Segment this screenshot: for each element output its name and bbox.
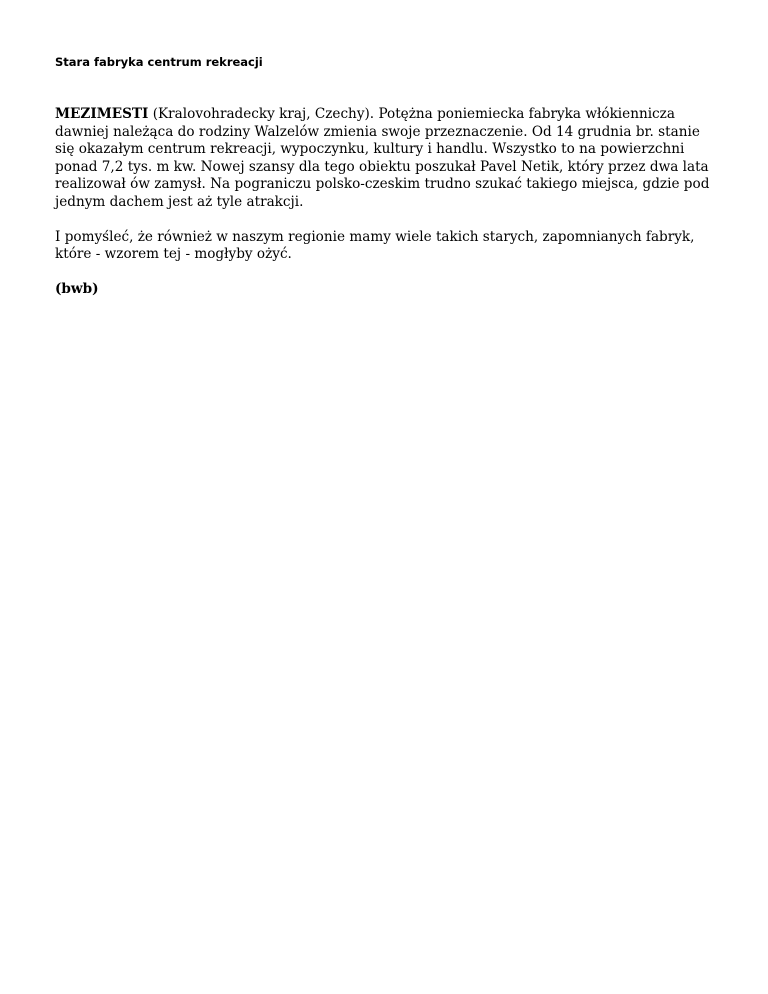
- article-headline: Stara fabryka centrum rekreacji: [55, 55, 263, 69]
- article-paragraph-1: [55, 106, 715, 211]
- article-dateline: MEZIMESTI: [55, 106, 149, 122]
- article-body: [55, 106, 715, 316]
- article-paragraph-2: I pomyśleć, że również w naszym regionie mamy wiele takich starych, zapomnianych fabryk, które - wzorem tej - mogłyby ożyć.: [55, 228, 695, 262]
- article-paragraph-1-text: (Kralovohradecky kraj, Czechy). Potężna poniemiecka fabryka włókiennicza dawniej należąca do rodziny Walzelów zmienia swoje przeznaczenie. Od 14 grudnia br. stanie się okazałym centrum rekreacji, wypoczynku, kultury i handlu. Wszystko to na powierzchni ponad 7,2 tys. m kw. Nowej szansy dla tego obiektu poszukał Pavel Netik, który przez dwa lata realizował ów zamysł. Na pograniczu polsko-czeskim trudno szukać takiego miejsca, gdzie pod jednym dachem jest aż tyle atrakcji.: [55, 106, 710, 210]
- article-signature: (bwb): [55, 281, 99, 297]
